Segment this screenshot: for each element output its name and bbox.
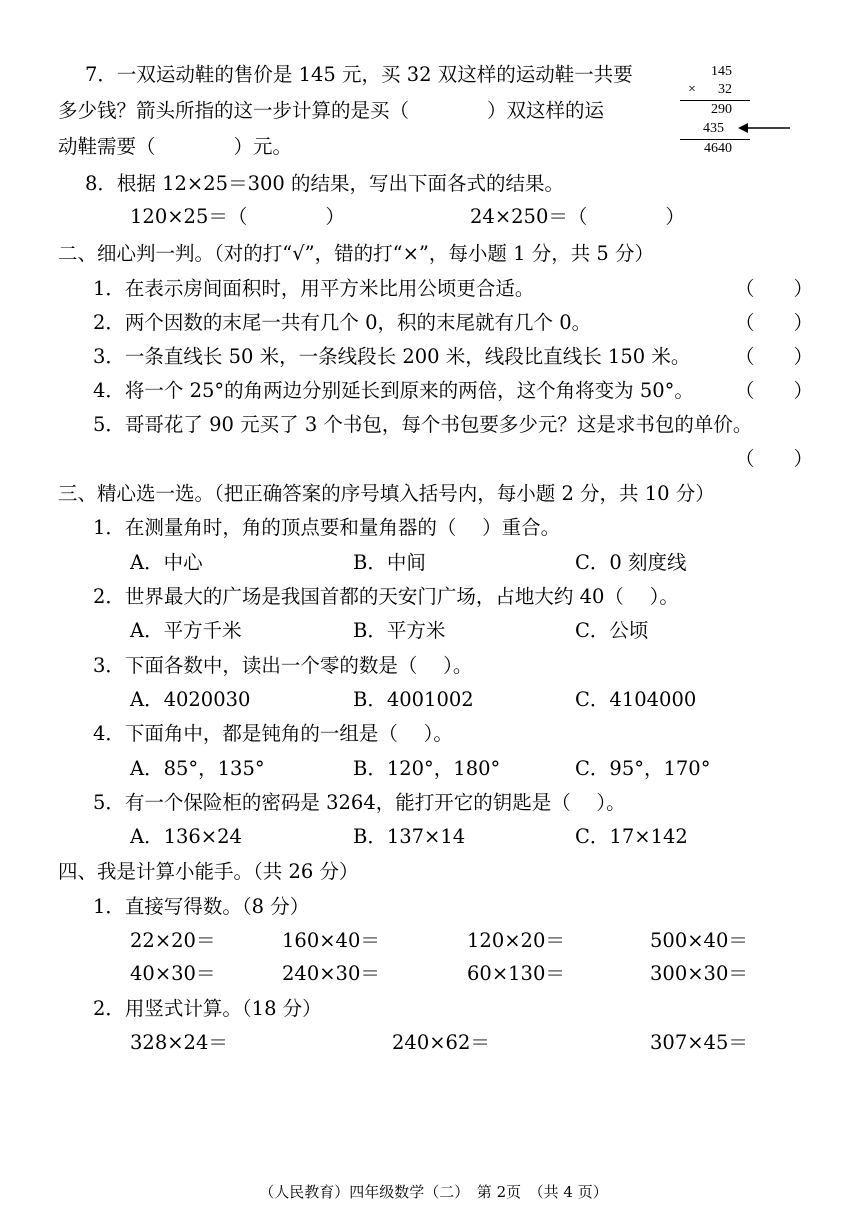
judge-bracket-1[interactable]: （ ） — [735, 277, 814, 300]
judge-bracket-5[interactable]: （ ） — [735, 447, 814, 470]
choice-question-5: 5．有一个保险柜的密码是 3264，能打开它的钥匙是（ ）。 — [93, 791, 626, 814]
page-footer: （人民教育）四年级数学（二） 第 2页 （共 4 页） — [259, 1183, 608, 1201]
q7-line2: 多少钱？箭头所指的这一步计算的是买（ ）双这样的运 — [58, 99, 605, 122]
q8-text: 8．根据 12×25＝300 的结果，写出下面各式的结果。 — [85, 172, 564, 195]
choice-2-option-b: B．平方米 — [353, 619, 446, 642]
judge-item-1: 1．在表示房间面积时，用平方米比用公顷更合适。 — [93, 277, 535, 300]
choice-1-option-b: B．中间 — [353, 551, 426, 574]
calc-operator: × — [688, 82, 696, 97]
choice-3-option-a: A．4020030 — [130, 688, 251, 711]
judge-item-2: 2．两个因数的末尾一共有几个 0，积的末尾就有几个 0。 — [93, 311, 592, 334]
choice-question-4: 4．下面角中，都是钝角的一组是（ ）。 — [93, 722, 453, 745]
calc-result: 4640 — [704, 141, 732, 156]
calc-multiplier: 32 — [718, 82, 732, 97]
calc-multiplicand: 145 — [711, 64, 732, 79]
calc-partial-1: 290 — [711, 102, 732, 117]
vertical-calc-3: 307×45＝ — [650, 1031, 748, 1054]
oral-calc-5: 40×30＝ — [130, 962, 216, 985]
judge-bracket-2[interactable]: （ ） — [735, 311, 814, 334]
calc-part2-title: 2．用竖式计算。（18 分） — [93, 997, 322, 1020]
choice-question-3: 3．下面各数中，读出一个零的数是（ ）。 — [93, 654, 473, 677]
choice-5-option-a: A．136×24 — [130, 825, 242, 848]
section2-title: 二、细心判一判。（对的打“√”，错的打“×”，每小题 1 分，共 5 分） — [58, 242, 654, 265]
calc-partial-2: 435 — [703, 121, 724, 136]
q8-expr-1: 120×25＝（ ） — [130, 205, 345, 228]
vertical-calc-2: 240×62＝ — [392, 1031, 490, 1054]
choice-4-option-a: A．85°，135° — [130, 757, 265, 780]
choice-question-2: 2．世界最大的广场是我国首都的天安门广场，占地大约 40（ ）。 — [93, 585, 679, 608]
q8-expr-2: 24×250＝（ ） — [470, 205, 685, 228]
oral-calc-4: 500×40＝ — [650, 929, 748, 952]
oral-calc-6: 240×30＝ — [282, 962, 380, 985]
section3-title: 三、精心选一选。（把正确答案的序号填入括号内，每小题 2 分，共 10 分） — [58, 482, 715, 505]
q7-line1: 7．一双运动鞋的售价是 145 元，买 32 双这样的运动鞋一共要 — [85, 63, 633, 86]
choice-1-option-c: C．0 刻度线 — [575, 551, 687, 574]
choice-question-1: 1．在测量角时，角的顶点要和量角器的（ ）重合。 — [93, 516, 561, 539]
choice-2-option-a: A．平方千米 — [130, 619, 242, 642]
judge-bracket-4[interactable]: （ ） — [735, 379, 814, 402]
choice-1-option-a: A．中心 — [130, 551, 203, 574]
choice-3-option-b: B．4001002 — [353, 688, 474, 711]
choice-2-option-c: C．公顷 — [575, 619, 649, 642]
q7-line3: 动鞋需要（ ）元。 — [58, 135, 293, 158]
calc-part1-title: 1．直接写得数。（8 分） — [93, 895, 310, 918]
choice-5-option-b: B．137×14 — [353, 825, 466, 848]
calc-line-2 — [680, 139, 750, 140]
judge-item-3: 3．一条直线长 50 米，一条线段长 200 米，线段比直线长 150 米。 — [93, 345, 691, 368]
calc-line-1 — [680, 100, 750, 101]
oral-calc-3: 120×20＝ — [467, 929, 565, 952]
oral-calc-2: 160×40＝ — [282, 929, 380, 952]
oral-calc-1: 22×20＝ — [130, 929, 216, 952]
arrow-left-icon — [738, 120, 792, 136]
choice-4-option-c: C．95°，170° — [575, 757, 711, 780]
choice-4-option-b: B．120°，180° — [353, 757, 501, 780]
judge-item-5: 5．哥哥花了 90 元买了 3 个书包，每个书包要多少元？这是求书包的单价。 — [93, 413, 753, 436]
oral-calc-8: 300×30＝ — [650, 962, 748, 985]
oral-calc-7: 60×130＝ — [467, 962, 565, 985]
judge-bracket-3[interactable]: （ ） — [735, 345, 814, 368]
section4-title: 四、我是计算小能手。（共 26 分） — [58, 860, 359, 883]
choice-3-option-c: C．4104000 — [575, 688, 697, 711]
choice-5-option-c: C．17×142 — [575, 825, 688, 848]
vertical-calc-1: 328×24＝ — [130, 1031, 228, 1054]
judge-item-4: 4．将一个 25°的角两边分别延长到原来的两倍，这个角将变为 50°。 — [93, 379, 694, 402]
